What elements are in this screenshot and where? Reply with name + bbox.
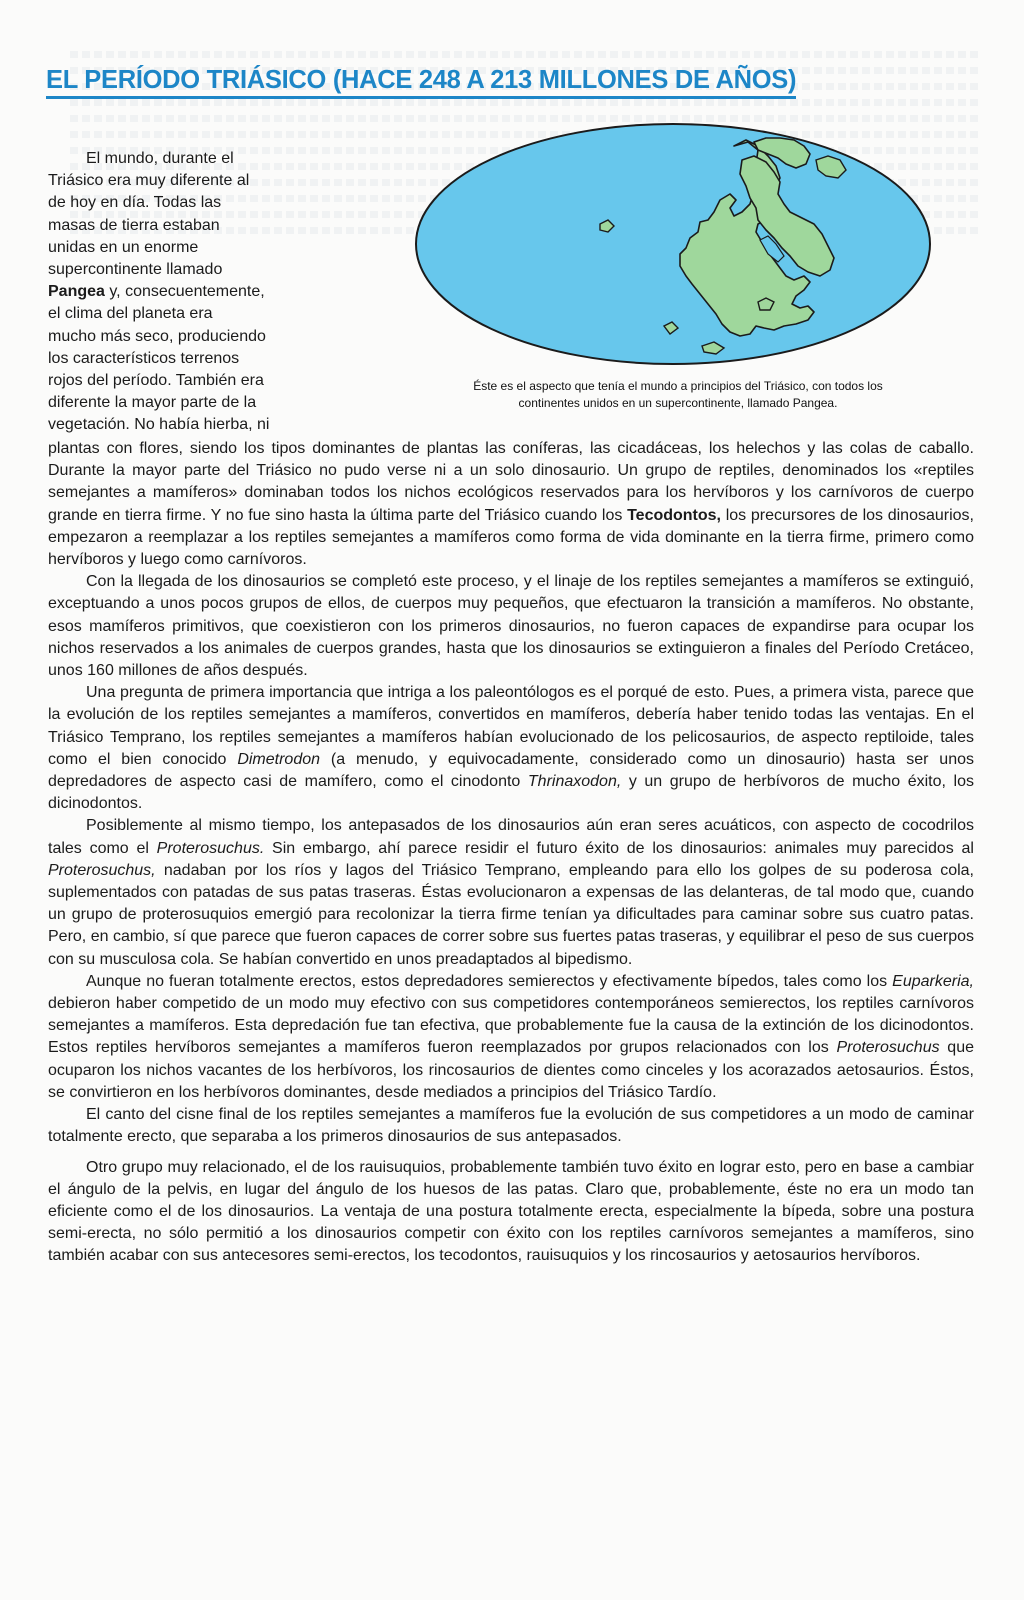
text-run: y un grupo de herbívoros de mucho éxito, los dicinodontos. — [48, 773, 974, 813]
intro-line: diferente la mayor parte de la — [48, 394, 257, 412]
pangea-map-svg — [412, 120, 934, 368]
text-run: Sin embargo, ahí parece residir el futuro éxito de los dinosaurios: animales muy parecidos al — [264, 839, 974, 857]
text-run: que ocuparon los nichos vacantes de los herbívoros, los rincosaurios de dientes como cinceles y los acorazados aetosaurios. Éstos, se convirtieron en los herbívoros dominantes, desde mediados a principios del Triásico Tardío. — [48, 1039, 975, 1101]
intro-line: rojos del período. También era — [48, 372, 264, 390]
paragraph-1 — [48, 438, 974, 571]
intro-line-rest: y, consecuentemente, — [104, 283, 265, 301]
intro-line: Triásico era muy diferente al — [48, 172, 250, 190]
intro-line: unidas en un enorme — [48, 238, 199, 256]
intro-line: masas de tierra estaban — [48, 216, 220, 234]
page-title: EL PERÍODO TRIÁSICO (HACE 248 A 213 MILLONES DE AÑOS) — [46, 66, 796, 99]
paragraph-2: Con la llegada de los dinosaurios se completó este proceso, y el linaje de los reptiles semejantes a mamíferos se extinguió, exceptuando a unos pocos grupos de ellos, de cuerpos muy pequeños, que efectuaron la transición a mamíferos. No obstante, esos mamíferos primitivos, que coexistieron con los primeros dinosaurios, no fueron capaces de expandirse para ocupar los nichos reservados a los animales de cuerpos grandes, hasta que los dinosaurios se extinguieron a finales del Período Cretáceo, unos 160 millones de años después. — [48, 573, 974, 680]
intro-line: supercontinente llamado — [48, 261, 223, 279]
text-run: (a menudo, y equivocadamente, considerado como un dinosaurio) hasta ser unos depredadores de aspecto casi de mamífero, como el cinodonto — [48, 750, 975, 791]
paragraph-4 — [48, 815, 974, 970]
term-dimetrodon: Dimetrodon — [237, 750, 321, 768]
text-run: Posiblemente al mismo tiempo, los antepasados de los dinosaurios aún eran seres acuáticos, con aspecto de cocodrilos tales como el — [48, 817, 974, 857]
paragraph-6: El canto del cisne final de los reptiles semejantes a mamíferos fue la evolución de sus competidores a un modo de caminar totalmente erecto, que separaba a los primeros dinosaurios de sus antepasados. — [48, 1106, 974, 1146]
intro-line: mucho más seco, produciendo — [48, 327, 266, 345]
map-caption-line-1: Éste es el aspecto que tenía el mundo a principios del Triásico, con todos los — [473, 379, 883, 393]
map-caption-line-2: continentes unidos en un supercontinente, llamado Pangea. — [518, 396, 838, 410]
term-proterosuchus: Proterosuchus — [836, 1039, 940, 1057]
term-euparkeria: Euparkeria, — [892, 972, 974, 990]
paragraph-7: Otro grupo muy relacionado, el de los rauisuquios, probablemente también tuvo éxito en lograr esto, pero en base a cambiar el ángulo de la pelvis, en lugar del ángulo de los huesos de las patas. Claro que, probablemente, éste no era un modo tan eficiente como el de los dinosaurios. La ventaja de una postura totalmente erecta, especialmente la bípeda, sobre una postura semi-erecta, no sólo permitió a los dinosaurios competir con éxito con los reptiles carnívoros semejantes a mamíferos, sino también acabar con sus antecesores semi-erectos, los tecodontos, rauisuquios y los rincosaurios y aetosaurios hervíboros. — [48, 1158, 974, 1265]
term-proterosuchus: Proterosuchus, — [48, 861, 156, 879]
text-run: Una pregunta de primera importancia que intriga a los paleontólogos es el porqué de esto. Pues, a primera vista, parece que la evolución de los reptiles semejantes a mamíferos, convertidos en mamíferos, debería haber tenido todas las ventajas. En el Triásico Temprano, los reptiles semejantes a mamíferos habían evolucionado de los pelicosaurios, de aspecto reptiloide, tales como el bien conocido — [48, 684, 974, 768]
text-run: Aunque no fueran totalmente erectos, estos depredadores semierectos y efectivamente bípedos, tales como los — [86, 972, 893, 990]
intro-line: los característicos terrenos — [48, 349, 240, 367]
pangea-map — [412, 120, 934, 368]
text-run: debieron haber competido de un modo muy efectivo con sus competidores contemporáneos semierectos, los reptiles carnívoros semejantes a mamíferos. Esta depredación fue tan efectiva, que probablemente fue la causa de la extinción de los dicinodontos. Estos reptiles hervíboros semejantes a mamíferos fueron reemplazados por grupos relacionados con los — [48, 995, 974, 1057]
paragraph-3 — [48, 682, 974, 815]
intro-column — [48, 148, 308, 437]
intro-line: vegetación. No había hierba, ni — [48, 416, 270, 434]
text-run: los precursores de los dinosaurios, empezaron a reemplazar a los reptiles semejantes a mamíferos como forma de vida dominante en la tierra firme, primero como hervíboros y luego como carnívoros. — [48, 506, 975, 569]
intro-line: de hoy en día. Todas las — [48, 194, 222, 212]
term-tecodontos: Tecodontos, — [627, 506, 721, 524]
term-thrinaxodon: Thrinaxodon, — [527, 773, 622, 791]
intro-line: el clima del planeta era — [48, 305, 213, 323]
map-caption — [414, 378, 942, 412]
paragraph-5 — [48, 971, 974, 1104]
term-pangea: Pangea — [48, 283, 105, 301]
text-run: nadaban por los ríos y lagos del Triásico Temprano, empleando para ello los golpes de su poderosa cola, suplementados con patadas de sus patas traseras. Éstas evolucionaron a expensas de las delanteras, de tal modo que, cuando un grupo de proterosuquios emergió para recolonizar la tierra firme tenían ya dificultades para caminar sobre sus cuatro patas. Pero, en cambio, sí que parece que fueron capaces de correr sobre sus fuertes patas traseras, y equilibrar el peso de sus cuerpos con su musculosa cola. Se habían convertido en unos preadaptados al bipedismo. — [48, 861, 974, 968]
term-proterosuchus: Proterosuchus. — [156, 839, 265, 857]
intro-line: El mundo, durante el — [86, 150, 234, 167]
intro-line — [48, 281, 308, 303]
text-run: plantas con flores, siendo los tipos dominantes de plantas las coníferas, las cicadáceas, los helechos y las colas de caballo. Durante la mayor parte del Triásico no pudo verse ni a un solo dinosaurio. Un grupo de reptiles, denominados los «reptiles semejantes a mamíferos» dominaban todos los nichos ecológicos reservados para los hervíboros y los carnívoros de cuerpo grande en tierra firme. Y no fue sino hasta la última parte del Triásico cuando los — [48, 440, 974, 524]
article-body — [48, 438, 974, 1268]
